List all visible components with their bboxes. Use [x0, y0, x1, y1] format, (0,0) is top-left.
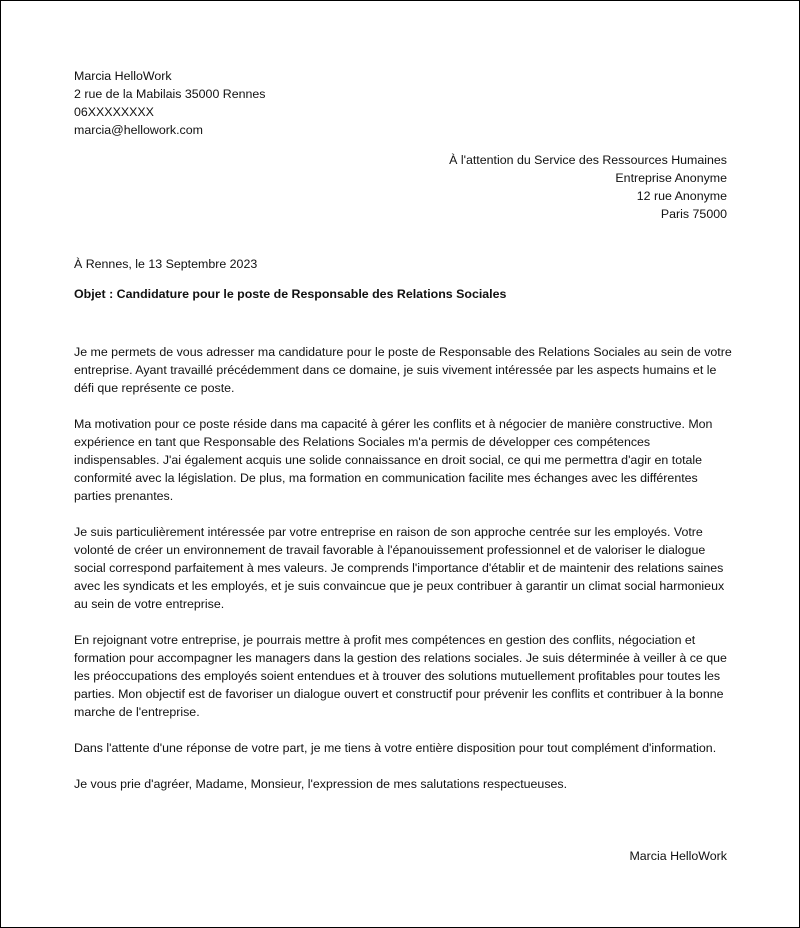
subject-line: Objet : Candidature pour le poste de Responsable des Relations Sociales	[74, 287, 507, 301]
recipient-attention: À l'attention du Service des Ressources Humaines	[449, 153, 727, 167]
recipient-company: Entreprise Anonyme	[615, 171, 727, 185]
sender-address: 2 rue de la Mabilais 35000 Rennes	[74, 87, 266, 101]
sender-name: Marcia HelloWork	[74, 69, 172, 83]
sender-phone: 06XXXXXXXX	[74, 105, 154, 119]
body-paragraph-intro: Je me permets de vous adresser ma candidature pour le poste de Responsable des Relations Sociales au sein de votre entreprise. Ayant travaillé précédemment dans ce domaine, je suis vivement intéressée par les aspects humains et le défi que représente ce poste.	[74, 345, 732, 395]
sender-email: marcia@hellowork.com	[74, 123, 203, 137]
signature: Marcia HelloWork	[629, 849, 727, 863]
sender-block	[74, 67, 266, 139]
place-date: À Rennes, le 13 Septembre 2023	[74, 257, 258, 271]
body-paragraph-availability: Dans l'attente d'une réponse de votre part, je me tiens à votre entière disposition pour tout complément d'information.	[74, 741, 717, 755]
body-paragraph-contribution: En rejoignant votre entreprise, je pourrais mettre à profit mes compétences en gestion des conflits, négociation et formation pour accompagner les managers dans la gestion des relations sociales. Je suis déterminée à veiller à ce que les préoccupations des employés soient entendues et à trouver des solutions mutuellement profitables pour toutes les parties. Mon objectif est de favoriser un dialogue ouvert et constructif pour prévenir les conflits et contribuer à la bonne marche de l'entreprise.	[74, 633, 727, 719]
recipient-block	[449, 151, 727, 223]
recipient-street: 12 rue Anonyme	[636, 189, 727, 203]
letter-body	[74, 343, 734, 811]
body-paragraph-motivation: Ma motivation pour ce poste réside dans ma capacité à gérer les conflits et à négocier de manière constructive. Mon expérience en tant que Responsable des Relations Sociales m'a permis de développer ces compétences indispensables. J'ai également acquis une solide connaissance en droit social, ce qui me permettra d'agir en totale conformité avec la législation. De plus, ma formation en communication facilite mes échanges avec les différentes parties prenantes.	[74, 417, 713, 503]
recipient-city: Paris 75000	[660, 207, 727, 221]
body-paragraph-closing: Je vous prie d'agréer, Madame, Monsieur, l'expression de mes salutations respectueuses.	[74, 777, 568, 791]
body-paragraph-company: Je suis particulièrement intéressée par votre entreprise en raison de son approche centrée sur les employés. Votre volonté de créer un environnement de travail favorable à l'épanouissement professionnel et de valoriser le dialogue social correspond parfaitement à mes valeurs. Je comprends l'importance d'établir et de maintenir des relations saines avec les syndicats et les employés, et je suis convaincue que je peux contribuer à garantir un climat social harmonieux au sein de votre entreprise.	[74, 525, 725, 611]
